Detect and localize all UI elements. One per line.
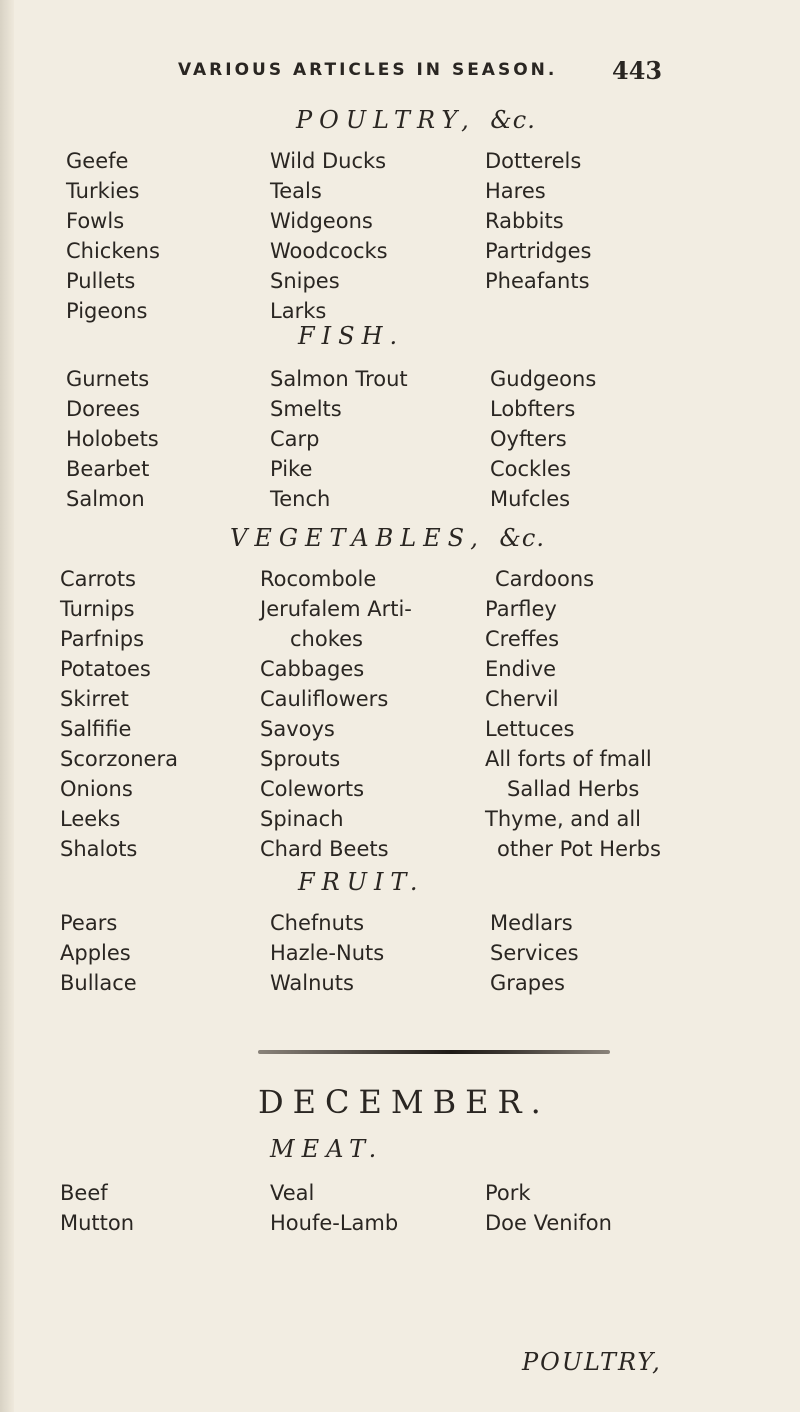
- list-item: Cauliflowers: [260, 687, 389, 711]
- list-item: Lobfters: [490, 397, 576, 421]
- list-item: Pigeons: [66, 299, 148, 323]
- list-item: Potatoes: [60, 657, 151, 681]
- vegetables-col-3: [485, 564, 661, 864]
- list-item: Chickens: [66, 239, 160, 263]
- meat-col-3: [485, 1178, 612, 1238]
- list-item: Chervil: [485, 687, 559, 711]
- list-item: Coleworts: [260, 777, 365, 801]
- list-item: Rabbits: [485, 209, 564, 233]
- vegetables-etc: &c.: [499, 524, 545, 552]
- list-item: Holobets: [66, 427, 159, 451]
- list-item: Lettuces: [485, 717, 575, 741]
- vegetables-col-1: [60, 564, 178, 864]
- fruit-col-3: [490, 908, 579, 998]
- list-item: Salmon Trout: [270, 367, 408, 391]
- list-item: Partridges: [485, 239, 592, 263]
- fish-col-1: [66, 364, 159, 514]
- list-item: Pike: [270, 457, 313, 481]
- list-item: Cabbages: [260, 657, 365, 681]
- list-item: Wild Ducks: [270, 149, 387, 173]
- list-item: Grapes: [490, 971, 565, 995]
- list-item: Jerufalem Arti-: [260, 597, 412, 621]
- catchword: POULTRY,: [522, 1348, 662, 1376]
- fish-col-2: [270, 364, 408, 514]
- list-item: Hares: [485, 179, 546, 203]
- list-item: Creffes: [485, 627, 560, 651]
- list-item: Cardoons: [495, 567, 595, 591]
- list-item: Pullets: [66, 269, 136, 293]
- list-item: Bullace: [60, 971, 137, 995]
- meat-heading: [270, 1135, 383, 1163]
- list-item: Chefnuts: [270, 911, 365, 935]
- list-item: Smelts: [270, 397, 342, 421]
- list-item: Cockles: [490, 457, 571, 481]
- poultry-col-2: [270, 146, 388, 326]
- list-item: Parfley: [485, 597, 557, 621]
- list-item: Apples: [60, 941, 131, 965]
- list-item: Widgeons: [270, 209, 373, 233]
- poultry-title: POULTRY,: [296, 106, 476, 134]
- fruit-heading: [298, 868, 425, 896]
- list-item: Gudgeons: [490, 367, 597, 391]
- list-item: Bearbet: [66, 457, 150, 481]
- poultry-etc: &c.: [490, 106, 536, 134]
- list-item: Skirret: [60, 687, 129, 711]
- list-item: Houfe-Lamb: [270, 1211, 399, 1235]
- page-binding-edge: [0, 0, 14, 1412]
- list-item: Salfifie: [60, 717, 132, 741]
- list-item: Hazle-Nuts: [270, 941, 385, 965]
- poultry-heading: [296, 106, 536, 134]
- meat-col-1: [60, 1178, 134, 1238]
- list-item: Fowls: [66, 209, 125, 233]
- list-item: Carrots: [60, 567, 136, 591]
- list-item: Medlars: [490, 911, 573, 935]
- fruit-title: FRUIT.: [298, 868, 425, 896]
- list-item: Teals: [270, 179, 322, 203]
- list-item: Mufcles: [490, 487, 571, 511]
- list-item: Walnuts: [270, 971, 354, 995]
- list-item: Veal: [270, 1181, 315, 1205]
- poultry-col-1: [66, 146, 160, 326]
- section-rule: [258, 1050, 610, 1054]
- list-item: Dorees: [66, 397, 140, 421]
- list-item: Geefe: [66, 149, 129, 173]
- list-item: Gurnets: [66, 367, 150, 391]
- list-item: Scorzonera: [60, 747, 178, 771]
- list-item: Endive: [485, 657, 557, 681]
- vegetables-col-2: [260, 564, 412, 864]
- list-item: Parfnips: [60, 627, 145, 651]
- list-item: Spinach: [260, 807, 344, 831]
- vegetables-title: VEGETABLES,: [230, 524, 485, 552]
- poultry-col-3: [485, 146, 591, 296]
- list-item: Woodcocks: [270, 239, 388, 263]
- list-item: Thyme, and all: [485, 807, 642, 831]
- list-item: Turkies: [66, 179, 140, 203]
- list-item: Savoys: [260, 717, 335, 741]
- list-item: Turnips: [60, 597, 135, 621]
- fish-col-3: [490, 364, 596, 514]
- running-head: VARIOUS ARTICLES IN SEASON.: [178, 60, 558, 80]
- list-item: Salmon: [66, 487, 145, 511]
- list-item: Larks: [270, 299, 327, 323]
- list-item: All forts of fmall: [485, 747, 652, 771]
- list-item: Mutton: [60, 1211, 135, 1235]
- vegetables-heading: [230, 524, 545, 552]
- list-item: Leeks: [60, 807, 121, 831]
- fruit-col-2: [270, 908, 384, 998]
- meat-col-2: [270, 1178, 398, 1238]
- list-item: other Pot Herbs: [497, 837, 661, 861]
- list-item: Rocombole: [260, 567, 377, 591]
- list-item: Pork: [485, 1181, 531, 1205]
- list-item: Carp: [270, 427, 320, 451]
- list-item: Beef: [60, 1181, 108, 1205]
- meat-title: MEAT.: [270, 1135, 384, 1163]
- list-item: Sallad Herbs: [507, 777, 640, 801]
- list-item: chokes: [290, 627, 363, 651]
- fish-title: FISH.: [298, 322, 405, 350]
- list-item: Sprouts: [260, 747, 341, 771]
- fruit-col-1: [60, 908, 137, 998]
- list-item: Pears: [60, 911, 118, 935]
- fish-heading: [298, 322, 404, 350]
- list-item: Tench: [270, 487, 331, 511]
- list-item: Chard Beets: [260, 837, 389, 861]
- page-number: 443: [612, 56, 663, 85]
- list-item: Dotterels: [485, 149, 582, 173]
- list-item: Snipes: [270, 269, 340, 293]
- list-item: Doe Venifon: [485, 1211, 612, 1235]
- list-item: Oyfters: [490, 427, 567, 451]
- list-item: Shalots: [60, 837, 138, 861]
- list-item: Onions: [60, 777, 133, 801]
- month-heading: DECEMBER.: [258, 1083, 550, 1121]
- list-item: Services: [490, 941, 579, 965]
- list-item: Pheafants: [485, 269, 590, 293]
